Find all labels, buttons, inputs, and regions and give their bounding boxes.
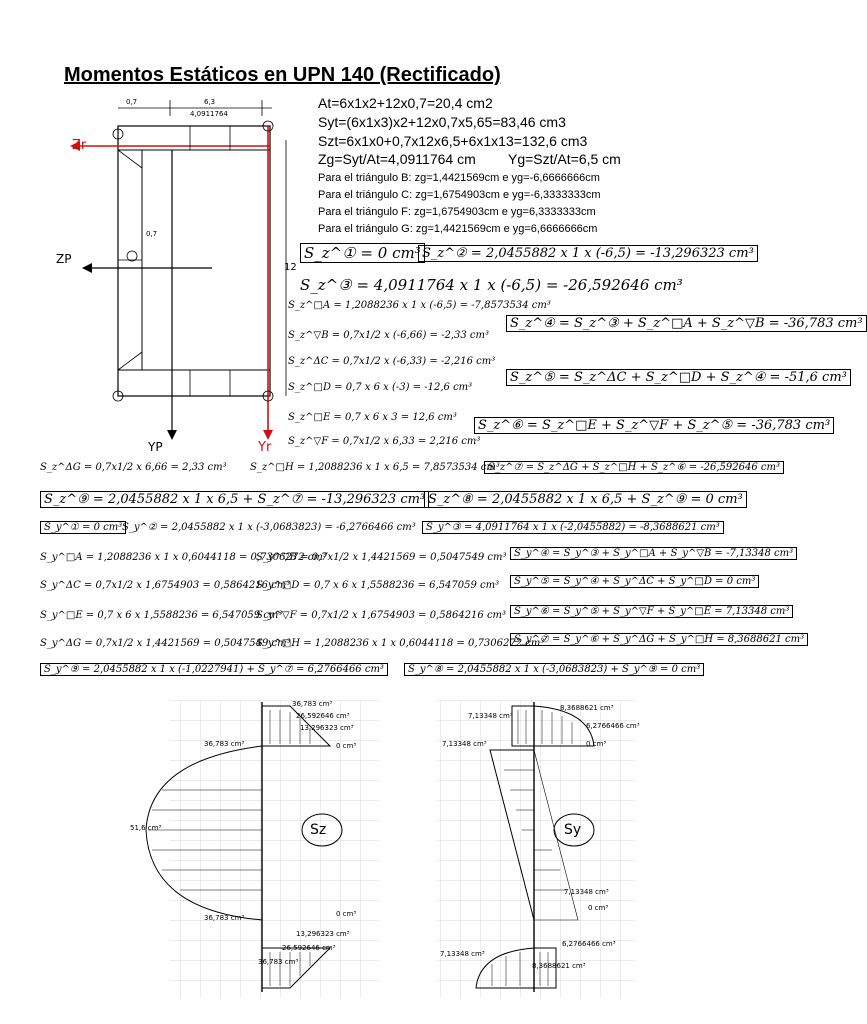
sy-tri-f: S_y^▽F = 0,7x1/2 x 1,6754903 = 0,5864216 cm³: [256, 610, 507, 621]
sz-tri-f: S_z^▽F = 0,7x1/2 x 6,33 = 2,216 cm³: [288, 436, 481, 447]
sy-rect-e: S_y^□E = 0,7 x 6 x 1,5588236 = 6,547059 cm³: [40, 610, 283, 621]
sy-tri-g: S_y^ΔG = 0,7x1/2 x 1,4421569 = 0,5047549 cm³: [40, 638, 291, 649]
sy9-result: S_y^⑨ = 2,0455882 x 1 x (-1,0227941) + S_y^⑦ = 6,2766466 cm³: [40, 663, 388, 676]
sy-value-top-b: 8,3688621 cm³: [560, 704, 614, 712]
sz-value-bot-a: 36,783 cm³: [204, 914, 245, 922]
zp-label: ZP: [56, 252, 72, 266]
triangle-g-text: Para el triángulo G: zg=1,4421569cm e yg=6,6666666cm: [318, 223, 598, 235]
sy6-result: S_y^⑥ = S_y^⑤ + S_y^▽F + S_y^□E = 7,13348 cm³: [510, 605, 793, 618]
sz1-result: S_z^① = 0 cm³: [300, 243, 425, 263]
sz-value-top-b: 26,592646 cm³: [296, 712, 350, 720]
sz6-result: S_z^⑥ = S_z^□E + S_z^▽F + S_z^⑤ = -36,783 cm³: [474, 417, 834, 434]
szt-formula: Szt=6x1x0+0,7x12x6,5+6x1x13=132,6 cm3: [318, 133, 588, 149]
sz-tri-g: S_z^ΔG = 0,7x1/2 x 6,66 = 2,33 cm³: [40, 462, 227, 473]
sz-value-left-top: 36,783 cm³: [204, 740, 245, 748]
zr-label: Zr: [72, 138, 87, 153]
sz3-result: S_z^③ = 4,0911764 x 1 x (-6,5) = -26,592646 cm³: [300, 276, 683, 294]
sz-rect-d: S_z^□D = 0,7 x 6 x (-3) = -12,6 cm³: [288, 382, 473, 393]
sz-value-top-c: 13,296323 cm³: [300, 724, 354, 732]
sz-rect-h: S_z^□H = 1,2088236 x 1 x 6,5 = 7,8573534 cm³: [250, 462, 500, 473]
sz-value-bot-c: 26,592646 cm³: [282, 944, 336, 952]
sy-value-bot-zero: 0 cm³: [588, 904, 609, 912]
page-title: Momentos Estáticos en UPN 140 (Rectificado): [64, 64, 501, 86]
sz-value-bot-b: 13,296323 cm³: [296, 930, 350, 938]
sy-value-bot-d: 8,3688621 cm³: [532, 962, 586, 970]
sz-value-bot-d: 36,783 cm³: [258, 958, 299, 966]
sy-tri-c: S_y^ΔC = 0,7x1/2 x 1,6754903 = 0,5864216 cm³: [40, 580, 291, 591]
dimension-07-label: 0,7: [126, 98, 138, 106]
sz-value-zero-top: 0 cm³: [336, 742, 357, 750]
zg-formula: Zg=Syt/At=4,0911764 cm: [318, 151, 476, 167]
area-formula: At=6x1x2+12x0,7=20,4 cm2: [318, 95, 493, 111]
sz4-result: S_z^④ = S_z^③ + S_z^□A + S_z^▽B = -36,783 cm³: [506, 315, 867, 332]
sy8-result: S_y^⑧ = 2,0455882 x 1 x (-3,0683823) + S_y^⑨ = 0 cm³: [404, 663, 704, 676]
sz5-result: S_z^⑤ = S_z^ΔC + S_z^□D + S_z^④ = -51,6 cm³: [506, 369, 851, 386]
dimension-6-label: 6,3: [204, 98, 216, 106]
sy-diagram-label: Sy: [564, 822, 582, 838]
sy7-result: S_y^⑦ = S_y^⑥ + S_y^ΔG + S_y^□H = 8,3688621 cm³: [510, 633, 808, 646]
sy4-result: S_y^④ = S_y^③ + S_y^□A + S_y^▽B = -7,13348 cm³: [510, 547, 797, 560]
sy2-result: S_y^② = 2,0455882 x 1 x (-3,0683823) = -6,2766466 cm³: [122, 522, 416, 533]
sz-value-mid: 51,6 cm³: [130, 824, 162, 832]
sy-rect-h: S_y^□H = 1,2088236 x 1 x 0,6044118 = 0,7306272 cm³: [256, 638, 545, 649]
sy5-result: S_y^⑤ = S_y^④ + S_y^ΔC + S_y^□D = 0 cm³: [510, 575, 759, 588]
triangle-f-text: Para el triángulo F: zg=1,6754903cm e yg=6,3333333cm: [318, 206, 596, 218]
sy-rect-d: S_y^□D = 0,7 x 6 x 1,5588236 = 6,547059 cm³: [256, 580, 500, 591]
triangle-c-text: Para el triángulo C: zg=1,6754903cm e yg=-6,3333333cm: [318, 189, 601, 201]
web-thickness-label: 0,7: [146, 230, 158, 238]
sy-rect-a: S_y^□A = 1,2088236 x 1 x 0,6044118 = 0,7306272 cm³: [40, 552, 327, 563]
sy-value-bot-a: 7,13348 cm³: [564, 888, 609, 896]
syt-formula: Syt=(6x1x3)x2+12x0,7x5,65=83,46 cm3: [318, 114, 566, 130]
sz-tri-b: S_z^▽B = 0,7x1/2 x (-6,66) = -2,33 cm³: [288, 330, 490, 341]
yp-label: YP: [148, 440, 163, 454]
sy-tri-b: S_y^▽B = 0,7x1/2 x 1,4421569 = 0,5047549 cm³: [256, 552, 507, 563]
sz-tri-c: S_z^ΔC = 0,7x1/2 x (-6,33) = -2,216 cm³: [288, 356, 496, 367]
sz8-result: S_z^⑧ = 2,0455882 x 1 x 6,5 + S_z^⑨ = 0 cm³: [424, 491, 747, 508]
triangle-b-text: Para el triángulo B: zg=1,4421569cm e yg=-6,6666666cm: [318, 172, 600, 184]
sy1-result: S_y^① = 0 cm³: [40, 521, 126, 534]
dimension-top-label: 4,0911764: [190, 110, 228, 118]
sz2-result: S_z^② = 2,0455882 x 1 x (-6,5) = -13,296323 cm³: [418, 245, 758, 262]
sz-value-bot-zero: 0 cm³: [336, 910, 357, 918]
sy-value-bot-c: 7,13348 cm³: [440, 950, 485, 958]
sy-value-top-a: 7,13348 cm³: [468, 712, 513, 720]
sz7-result: S_z^⑦ = S_z^ΔG + S_z^□H + S_z^⑥ = -26,592646 cm³: [484, 461, 784, 474]
sy3-result: S_y^③ = 4,0911764 x 1 x (-2,0455882) = -8,3688621 cm³: [422, 521, 724, 534]
sy-value-zero-top: 0 cm³: [586, 740, 607, 748]
sz-diagram-label: Sz: [310, 822, 327, 838]
sy-value-top-c: 6,2766466 cm³: [586, 722, 640, 730]
sz-value-top-a: 36,783 cm³: [292, 700, 333, 708]
yg-formula: Yg=Szt/At=6,5 cm: [508, 151, 621, 167]
sy-value-top-d: 7,13348 cm³: [442, 740, 487, 748]
sz-rect-a: S_z^□A = 1,2088236 x 1 x (-6,5) = -7,8573534 cm³: [288, 300, 551, 311]
sz9-result: S_z^⑨ = 2,0455882 x 1 x 6,5 + S_z^⑦ = -13,296323 cm³: [40, 491, 429, 508]
height-label: 12: [284, 262, 297, 273]
sy-value-bot-b: 6,2766466 cm³: [562, 940, 616, 948]
yr-label: Yr: [258, 440, 272, 455]
sz-rect-e: S_z^□E = 0,7 x 6 x 3 = 12,6 cm³: [288, 412, 457, 423]
